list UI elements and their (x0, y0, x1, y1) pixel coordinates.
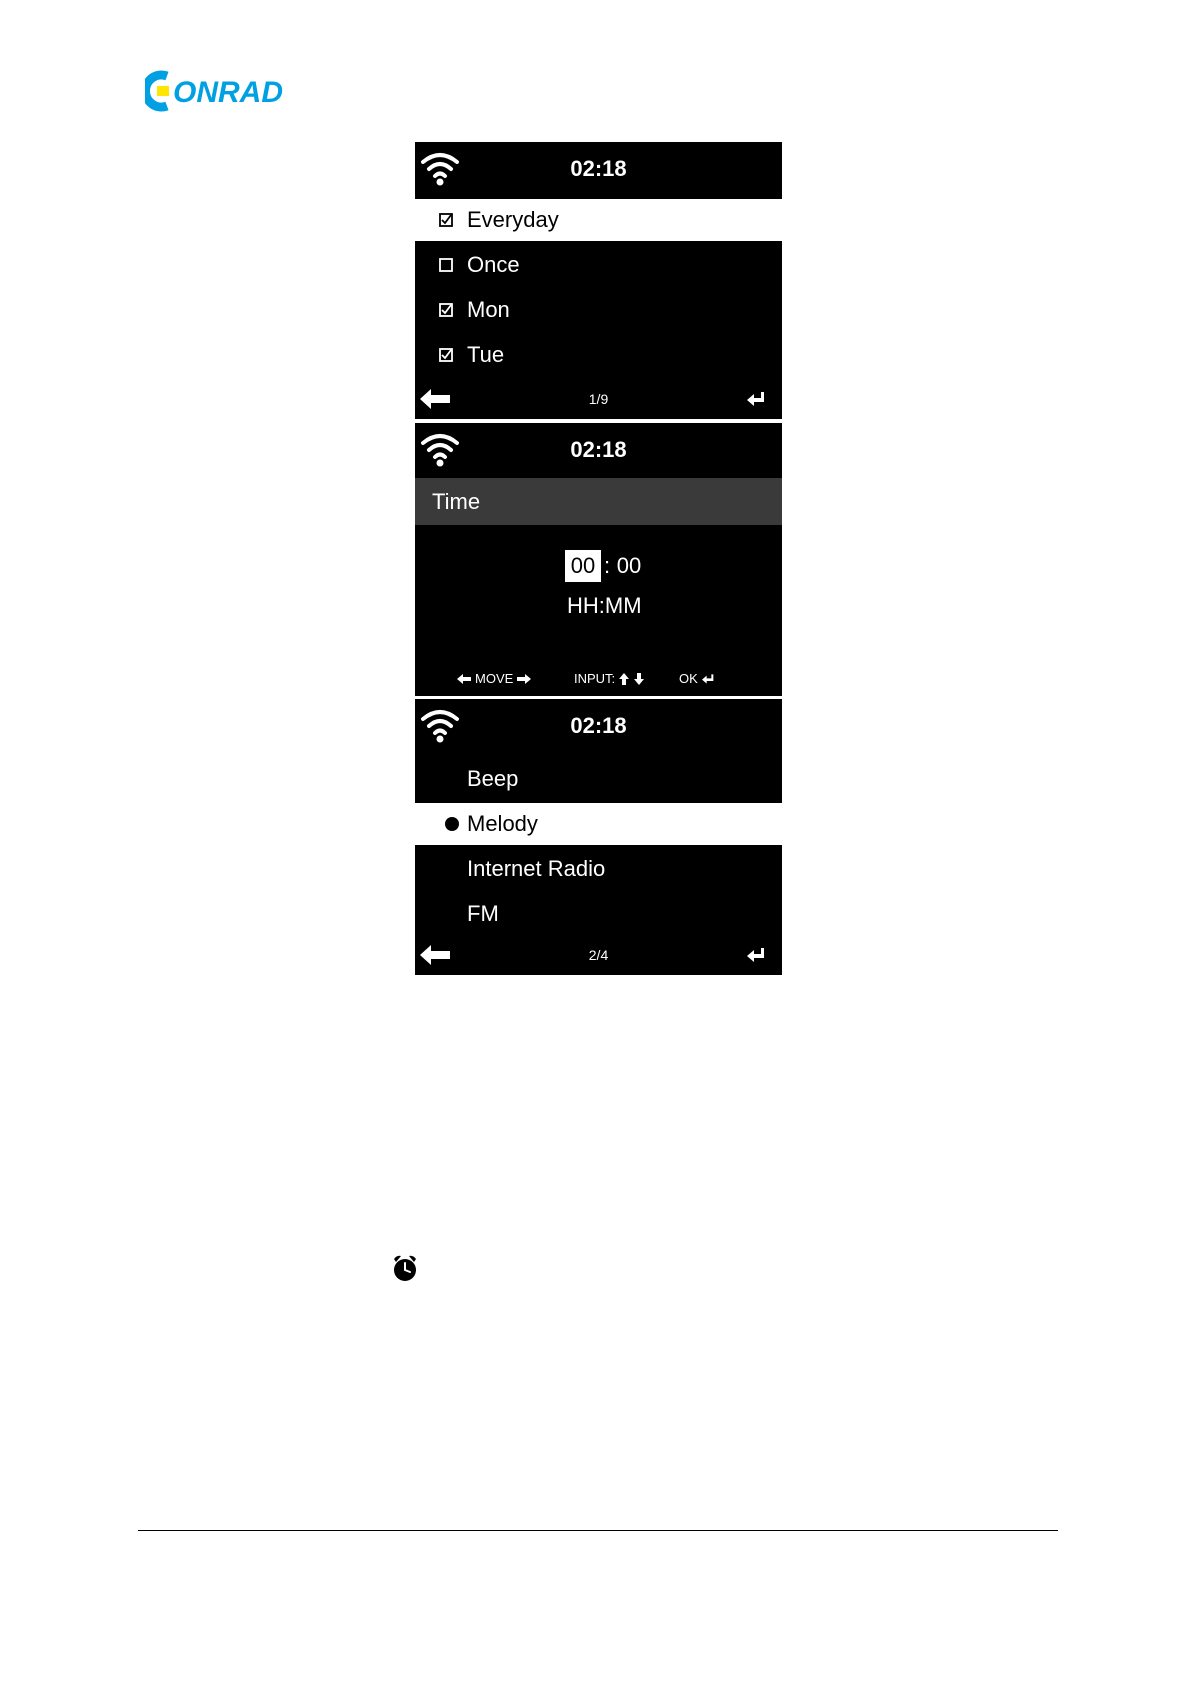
clock-time: 02:18 (570, 437, 627, 462)
checkbox-unchecked-icon (439, 258, 453, 272)
list-item-melody[interactable] (415, 803, 782, 845)
arrow-right-icon (516, 673, 532, 685)
input-hint: INPUT: (574, 671, 645, 686)
list-item-mon[interactable] (415, 289, 782, 331)
radio-dot-icon (445, 817, 459, 831)
hour-field[interactable]: 00 (565, 550, 601, 582)
item-label: Internet Radio (467, 856, 606, 881)
minute-field[interactable]: 00 (616, 553, 642, 578)
checkbox-checked-icon (439, 348, 453, 362)
page-indicator: 1/9 (588, 391, 609, 407)
item-label: Tue (467, 342, 505, 367)
ok-hint: OK (679, 671, 715, 686)
footer-bar (415, 941, 782, 971)
checkbox-checked-icon (439, 303, 453, 317)
enter-icon[interactable] (746, 390, 766, 408)
status-header (415, 423, 782, 480)
time-separator: : (603, 553, 611, 578)
enter-icon[interactable] (746, 946, 766, 964)
alarm-sound-screen (415, 699, 782, 975)
move-hint: MOVE (456, 671, 532, 686)
list-item-once[interactable] (415, 244, 782, 286)
list-item-tue[interactable] (415, 334, 782, 376)
time-title-bar (415, 478, 782, 525)
list-item-internet-radio[interactable] (415, 848, 782, 890)
item-label: Once (467, 252, 520, 277)
arrow-left-icon (456, 673, 472, 685)
list-item-everyday[interactable] (415, 199, 782, 241)
page-indicator: 2/4 (588, 947, 609, 963)
item-label: FM (467, 901, 499, 926)
clock-time: 02:18 (570, 156, 627, 181)
svg-text:ONRAD: ONRAD (173, 76, 283, 109)
time-format-label: HH:MM (567, 593, 642, 618)
item-label: Beep (467, 766, 519, 791)
list-item-beep[interactable] (415, 758, 782, 800)
screen-title: Time (432, 489, 481, 514)
checkbox-checked-icon (439, 213, 453, 227)
item-label: Melody (467, 811, 538, 836)
conrad-logo (145, 70, 295, 112)
enter-icon (701, 673, 715, 685)
alarm-clock-icon (390, 1253, 420, 1283)
clock-time: 02:18 (570, 713, 627, 738)
footer-bar (415, 385, 782, 415)
item-label: Everyday (467, 207, 559, 232)
item-label: Mon (467, 297, 510, 322)
alarm-repeat-screen (415, 142, 782, 419)
footer-divider (138, 1530, 1058, 1531)
status-header (415, 142, 782, 199)
arrow-down-icon (633, 672, 645, 686)
list-item-fm[interactable] (415, 893, 782, 935)
alarm-time-screen (415, 423, 782, 696)
status-header (415, 699, 782, 756)
arrow-up-icon (618, 672, 630, 686)
